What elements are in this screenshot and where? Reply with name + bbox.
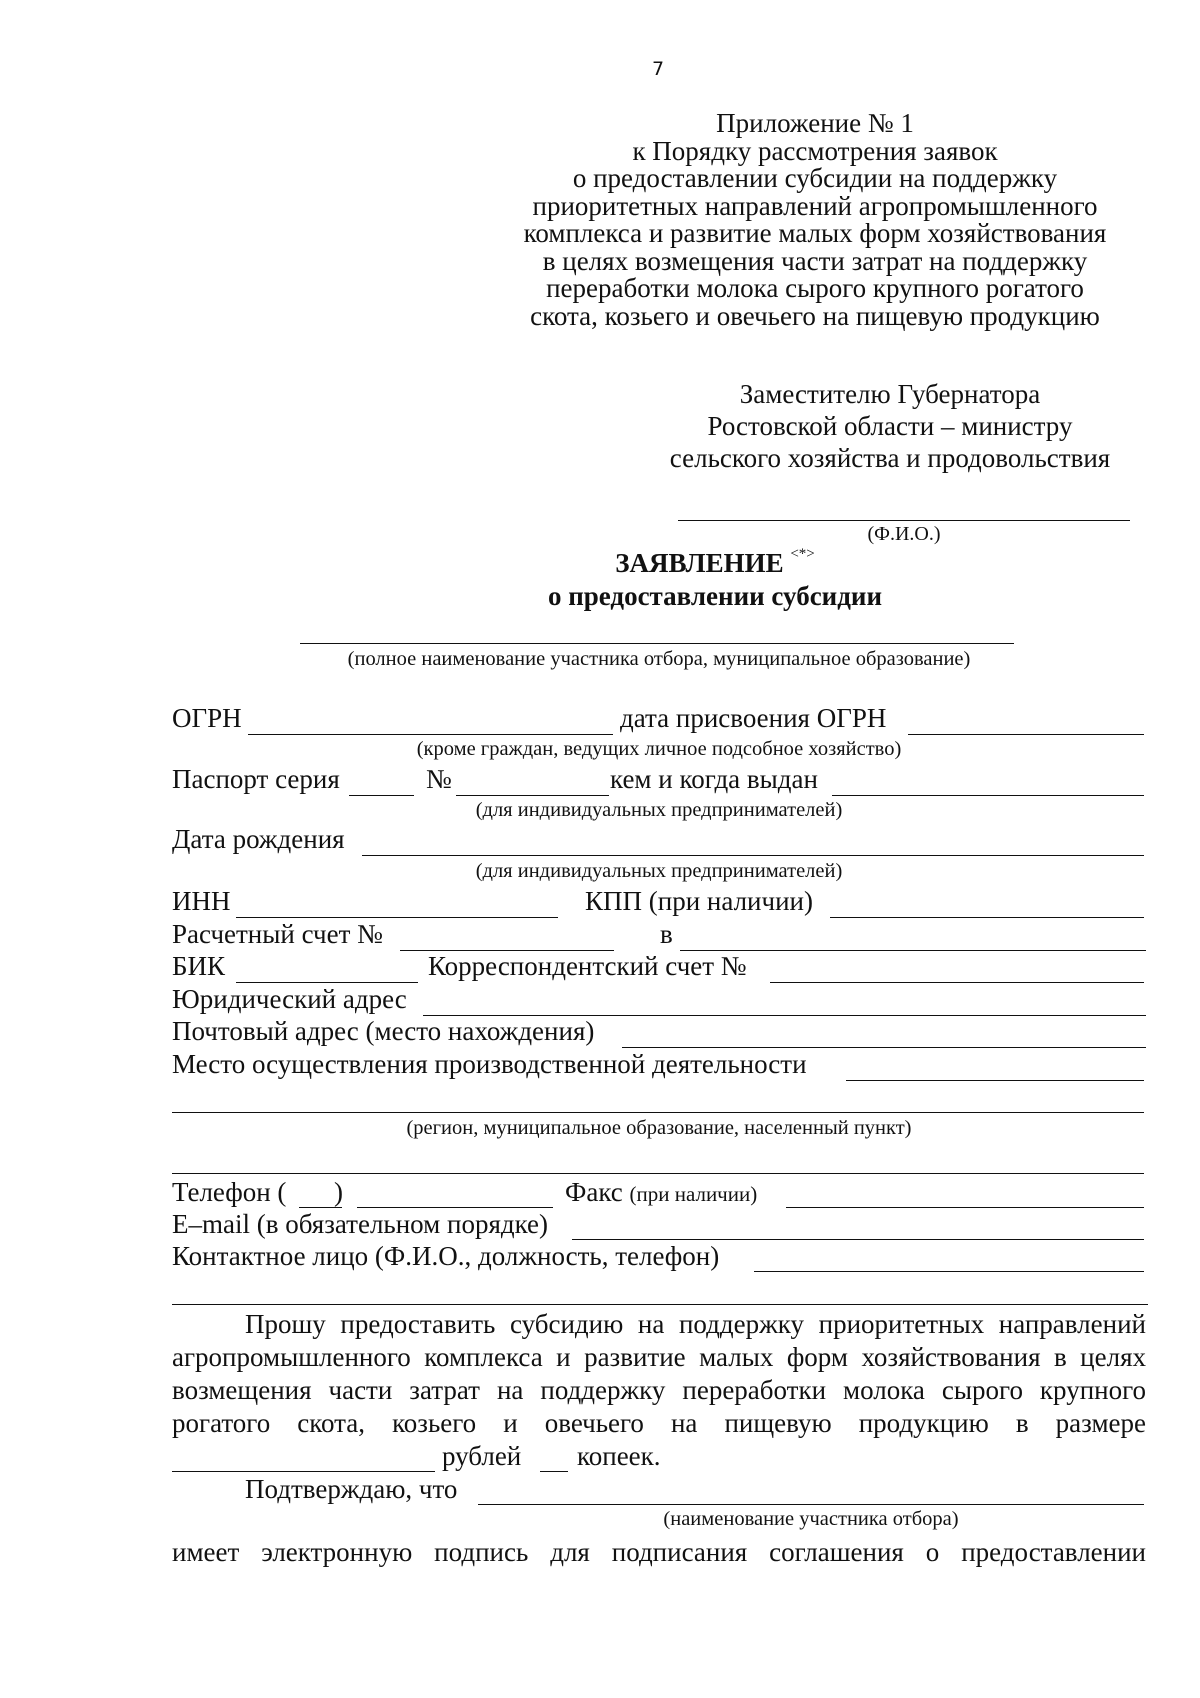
production-place-field-3[interactable] bbox=[172, 1173, 1144, 1174]
appendix-line: комплекса и развитие малых форм хозяйствования bbox=[523, 218, 1107, 248]
ogrn-note: (кроме граждан, ведущих личное подсобное хозяйство) bbox=[416, 738, 902, 760]
ogrn-label: ОГРН bbox=[172, 703, 242, 733]
inn-label: ИНН bbox=[172, 886, 231, 916]
participant-name-field[interactable] bbox=[300, 643, 1014, 644]
rubles-label: рублей bbox=[442, 1441, 522, 1471]
production-place-label: Место осуществления производственной деятельности bbox=[172, 1049, 807, 1079]
appendix-line: приоритетных направлений агропромышленного bbox=[532, 190, 1098, 221]
addressee-line: сельского хозяйства и продовольствия bbox=[669, 443, 1111, 473]
postal-address-field[interactable] bbox=[622, 1047, 1146, 1048]
birth-date-label: Дата рождения bbox=[172, 824, 345, 854]
participant-short-name-field[interactable] bbox=[478, 1504, 1144, 1505]
addressee-line: Заместителю Губернатора bbox=[739, 379, 1041, 409]
fax-note: (при наличии) bbox=[629, 1182, 758, 1206]
page-number: 7 bbox=[651, 58, 665, 80]
participant-short-caption: (наименование участника отбора) bbox=[663, 1508, 959, 1530]
kopecks-field[interactable] bbox=[540, 1471, 568, 1472]
email-field[interactable] bbox=[572, 1239, 1144, 1240]
addressee-line: Ростовской области – министру bbox=[707, 411, 1073, 441]
request-line-4: рогатого скота, козьего и овечьего на пищевую продукцию в размере bbox=[172, 1408, 1146, 1438]
request-line-3: возмещения части затрат на поддержку переработки молока сырого крупного bbox=[172, 1375, 1146, 1405]
kopecks-label: копеек. bbox=[577, 1441, 661, 1471]
rubles-field[interactable] bbox=[172, 1471, 435, 1472]
passport-number-label: № bbox=[426, 764, 452, 794]
corr-account-field[interactable] bbox=[770, 982, 1144, 983]
legal-address-label: Юридический адрес bbox=[172, 984, 407, 1014]
account-bank-label: в bbox=[660, 919, 673, 949]
contact-field-2[interactable] bbox=[172, 1304, 1148, 1305]
account-bank-field[interactable] bbox=[680, 950, 1146, 951]
document-title bbox=[0, 546, 1200, 579]
addressee-block bbox=[660, 378, 1120, 474]
phone-close-paren: ) bbox=[334, 1177, 343, 1207]
fax-label-text: Факс bbox=[565, 1177, 623, 1207]
phone-field[interactable] bbox=[357, 1207, 553, 1208]
kpp-label: КПП (при наличии) bbox=[585, 886, 813, 916]
bik-label: БИК bbox=[172, 951, 226, 981]
addressee-fio-field[interactable] bbox=[678, 520, 1130, 521]
title-text: ЗАЯВЛЕНИЕ bbox=[615, 548, 784, 578]
appendix-line: переработки молока сырого крупного рогатого bbox=[546, 273, 1084, 303]
contact-label: Контактное лицо (Ф.И.О., должность, телефон) bbox=[172, 1241, 720, 1271]
appendix-line: Приложение № 1 bbox=[716, 108, 914, 138]
ogrn-date-label: дата присвоения ОГРН bbox=[620, 703, 887, 733]
fax-field[interactable] bbox=[786, 1207, 1144, 1208]
kpp-field[interactable] bbox=[830, 917, 1144, 918]
ogrn-date-field[interactable] bbox=[908, 734, 1144, 735]
participant-caption: (полное наименование участника отбора, муниципальное образование) bbox=[347, 648, 971, 670]
postal-address-label: Почтовый адрес (место нахождения) bbox=[172, 1016, 595, 1046]
appendix-line: к Порядку рассмотрения заявок bbox=[632, 135, 998, 166]
appendix-line: скота, козьего и овечьего на пищевую продукцию bbox=[530, 300, 1100, 331]
ogrn-field[interactable] bbox=[248, 734, 613, 735]
corr-account-label: Корреспондентский счет № bbox=[428, 951, 747, 981]
passport-issued-label: кем и когда выдан bbox=[610, 764, 818, 794]
passport-series-field[interactable] bbox=[349, 795, 414, 796]
footnote-mark: <*> bbox=[790, 546, 815, 562]
ip-note: (для индивидуальных предпринимателей) bbox=[475, 799, 843, 821]
phone-label: Телефон ( bbox=[172, 1177, 287, 1207]
appendix-line: в целях возмещения части затрат на поддержку bbox=[542, 245, 1088, 276]
bik-field[interactable] bbox=[236, 982, 418, 983]
appendix-header bbox=[515, 110, 1115, 330]
region-caption: (регион, муниципальное образование, населенный пункт) bbox=[406, 1117, 912, 1139]
signature-statement: имеет электронную подпись для подписания соглашения о предоставлении bbox=[172, 1537, 1146, 1567]
ip-note: (для индивидуальных предпринимателей) bbox=[475, 860, 843, 882]
inn-field[interactable] bbox=[236, 917, 558, 918]
appendix-line: о предоставлении субсидии на поддержку bbox=[572, 163, 1058, 193]
confirm-label: Подтверждаю, что bbox=[245, 1474, 458, 1504]
request-line bbox=[245, 1309, 1146, 1340]
fax-label bbox=[565, 1177, 757, 1208]
passport-number-field[interactable] bbox=[456, 795, 609, 796]
contact-field[interactable] bbox=[754, 1271, 1144, 1272]
passport-issued-field[interactable] bbox=[832, 795, 1144, 796]
addressee-fio-caption: (Ф.И.О.) bbox=[867, 523, 941, 545]
production-place-field[interactable] bbox=[846, 1080, 1144, 1081]
document-subtitle: о предоставлении субсидии bbox=[547, 581, 883, 611]
request-text: Прошу предоставить субсидию на поддержку приоритетных направлений bbox=[245, 1309, 1146, 1339]
passport-series-label: Паспорт серия bbox=[172, 764, 340, 794]
request-line-2: агропромышленного комплекса и развитие малых форм хозяйствования в целях bbox=[172, 1342, 1146, 1372]
account-label: Расчетный счет № bbox=[172, 919, 383, 949]
email-label: E–mail (в обязательном порядке) bbox=[172, 1209, 549, 1239]
birth-date-field[interactable] bbox=[362, 855, 1144, 856]
production-place-field-2[interactable] bbox=[172, 1112, 1144, 1113]
